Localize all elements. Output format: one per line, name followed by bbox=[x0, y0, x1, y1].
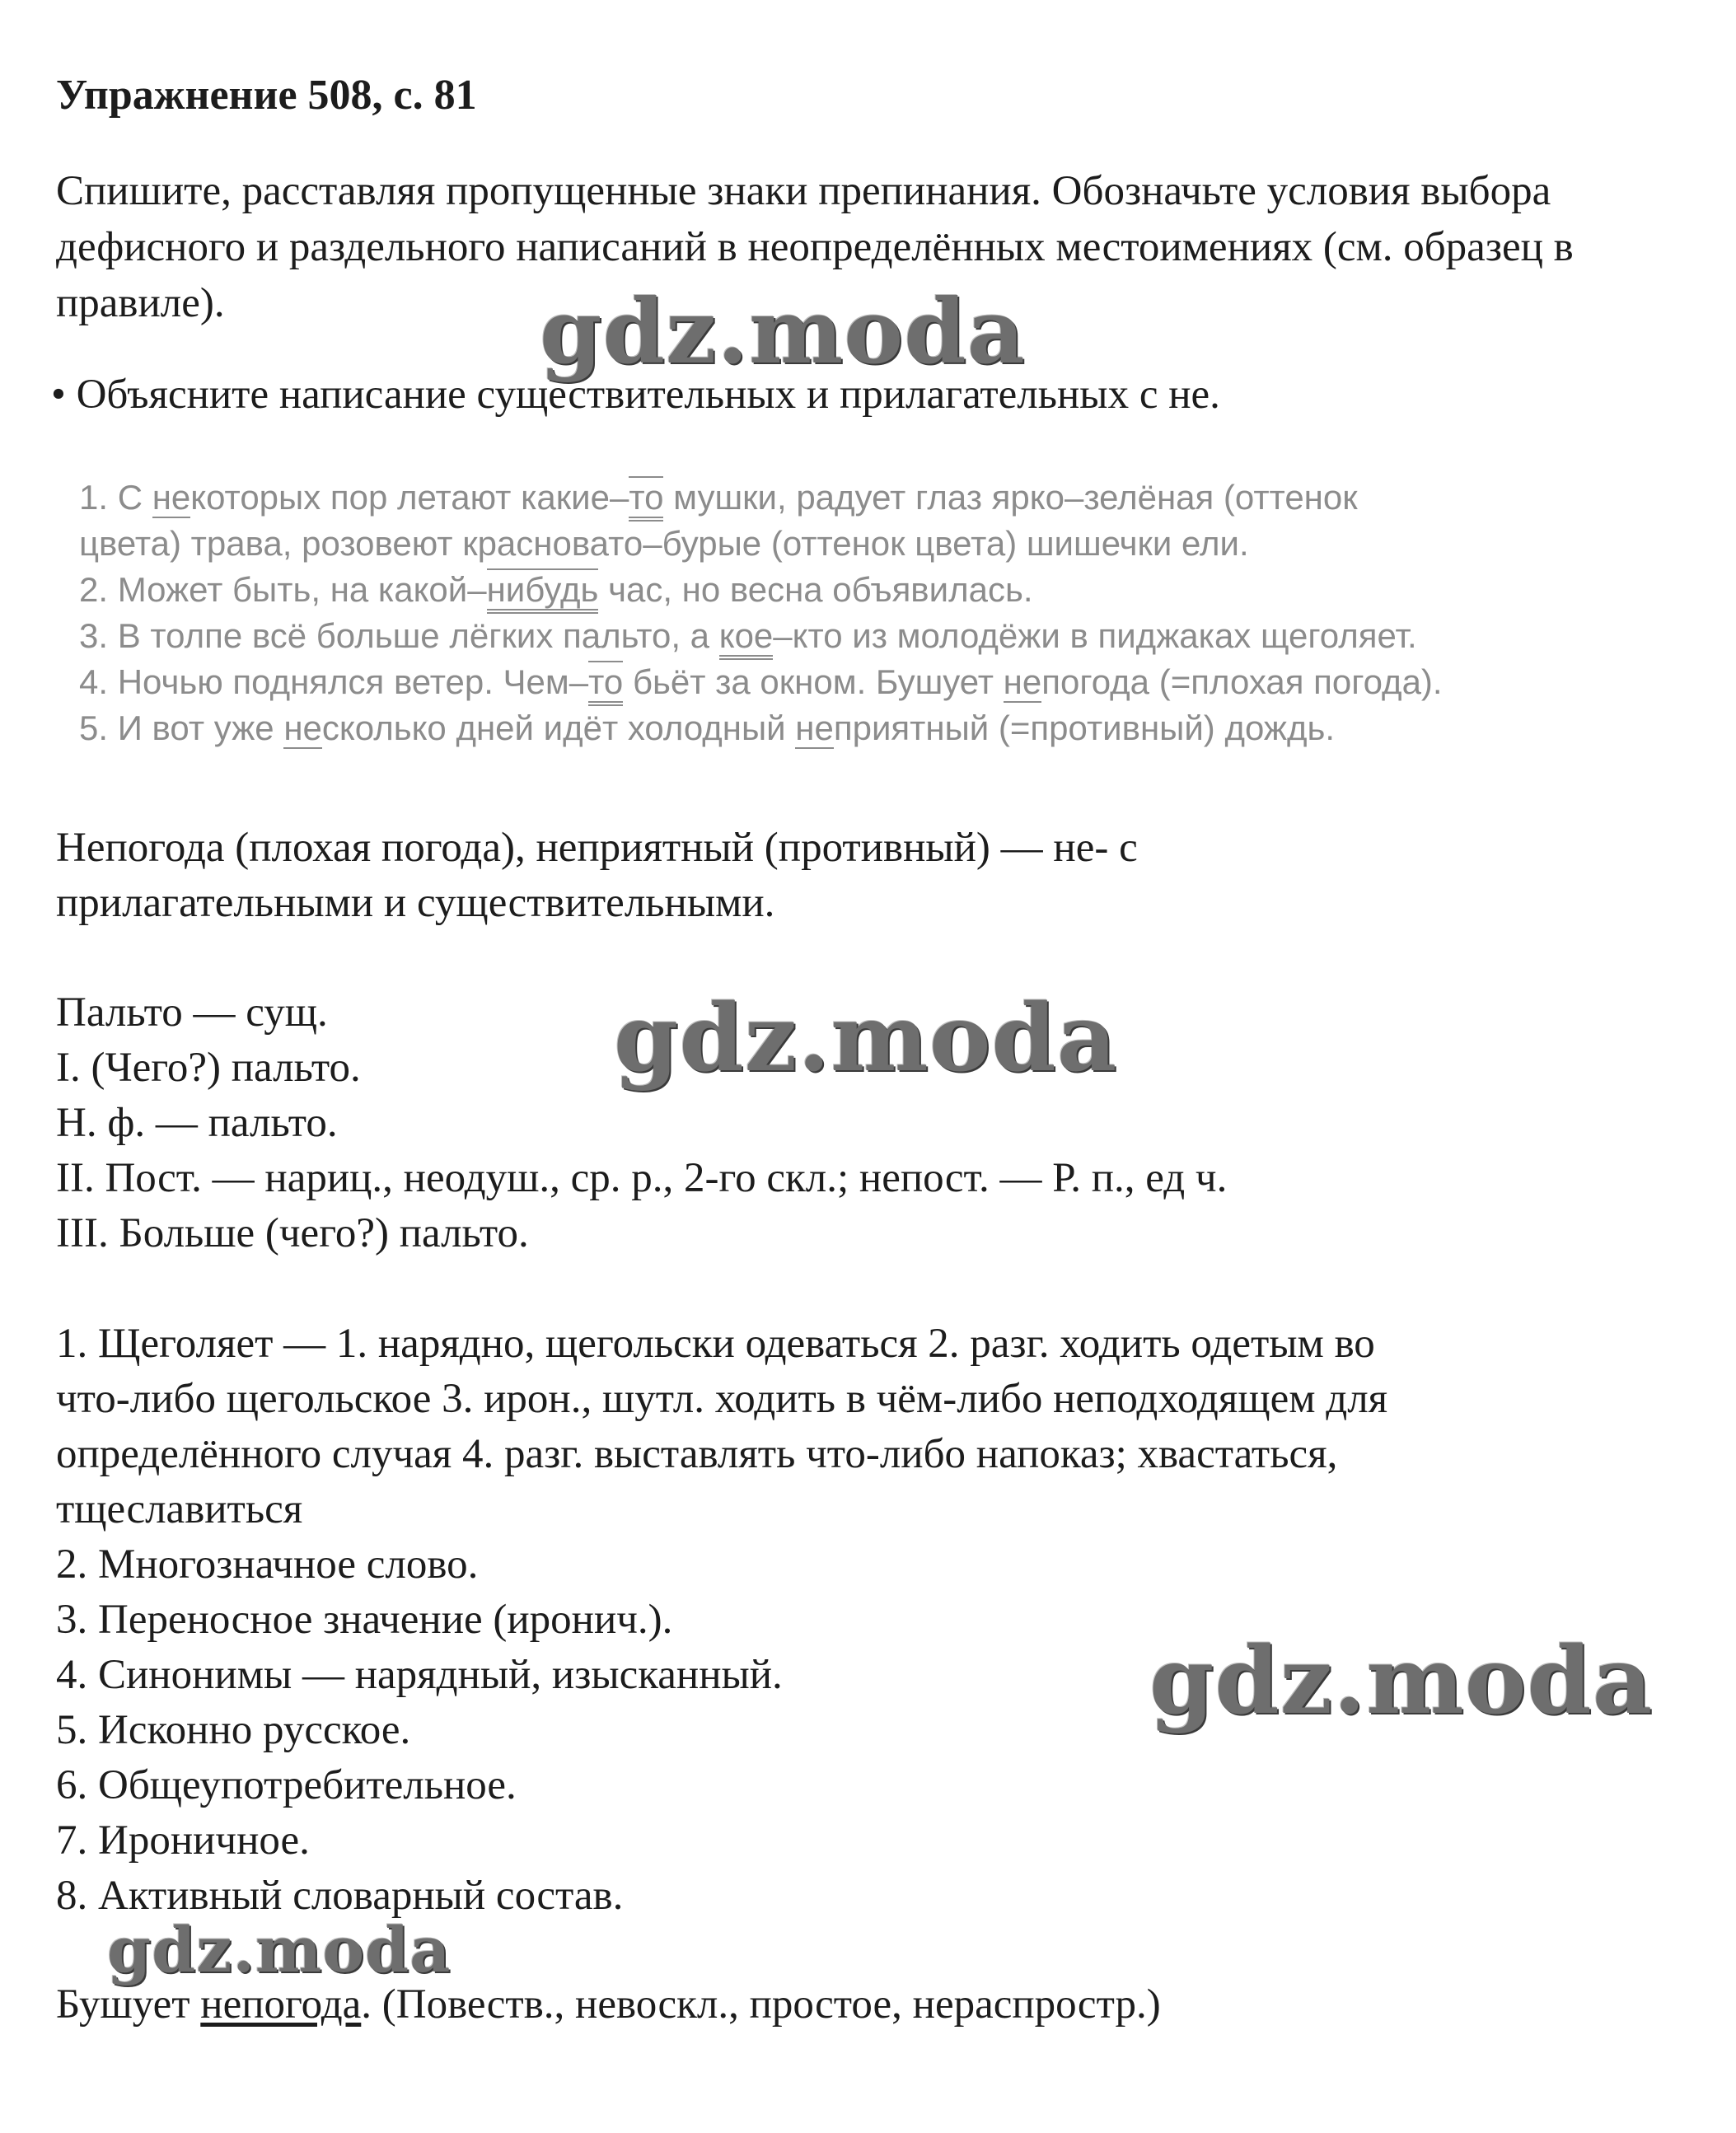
text-line: 7. Ироничное. bbox=[56, 1817, 310, 1864]
text-line: что-либо щегольское 3. ирон., шутл. ходить в чём-либо неподходящем для bbox=[56, 1376, 1388, 1422]
exercise-title: Упражнение 508, с. 81 bbox=[56, 72, 477, 119]
example-block bbox=[79, 475, 1645, 751]
text-line: определённого случая 4. разг. выставлять что-либо напоказ; хвастаться, bbox=[56, 1431, 1338, 1477]
task-text: Спишите, расставляя пропущенные знаки препинания. Обозначьте условия выбора дефисного и раздельного написаний в неопределённых местоимениях (см. образец в правиле). bbox=[56, 168, 1574, 326]
text-line: II. Пост. — нариц., неодуш., ср. р., 2-го скл.; непост. — Р. п., ед ч. bbox=[56, 1155, 1228, 1201]
text: –кто из молодёжи в пиджаках щеголяет. bbox=[773, 616, 1417, 655]
text: которых пор летают какие– bbox=[190, 478, 629, 517]
answer-block-ne bbox=[56, 821, 1696, 931]
text: то bbox=[629, 476, 663, 522]
text: . (Повеств., невоскл., простое, нераспростр.) bbox=[361, 1981, 1161, 2028]
text: мушки, радует глаз ярко–зелёная (оттенок bbox=[663, 478, 1358, 517]
watermark: gdz.moda bbox=[107, 1913, 452, 1986]
text: час, но весна объявилась. bbox=[598, 570, 1033, 609]
text: приятный (=противный) дождь. bbox=[833, 709, 1336, 747]
text: погода (=плохая погода). bbox=[1041, 662, 1443, 701]
text-line: 5. Исконно русское. bbox=[56, 1707, 411, 1753]
text-line: Пальто — сущ. bbox=[56, 989, 328, 1036]
text: 5. И вот уже bbox=[79, 709, 284, 747]
text: то bbox=[588, 661, 623, 706]
task-bullet: • Объясните написание существительных и прилагательных с не. bbox=[51, 372, 1220, 418]
text: кое bbox=[719, 616, 774, 660]
example-line-1 bbox=[79, 475, 1645, 521]
text: бьёт за окном. Бушует bbox=[623, 662, 1004, 701]
text: не bbox=[283, 709, 322, 747]
text: нибудь bbox=[487, 568, 599, 614]
text: 3. В толпе всё больше лёгких пальто, а bbox=[79, 616, 719, 655]
text-line: 1. Щеголяет — 1. нарядно, щегольски одеваться 2. разг. ходить одетым во bbox=[56, 1321, 1375, 1367]
text-line: прилагательными и существительными. bbox=[56, 880, 775, 926]
text-line: Н. ф. — пальто. bbox=[56, 1100, 338, 1146]
example-line-2: цвета) трава, розовеют красновато–бурые (оттенок цвета) шишечки ели. bbox=[79, 524, 1249, 563]
text-line: Непогода (плохая погода), неприятный (противный) — не- с bbox=[56, 825, 1138, 871]
subject-word: непогода bbox=[200, 1981, 362, 2028]
text-line: 3. Переносное значение (иронич.). bbox=[56, 1597, 673, 1643]
watermark: gdz.moda bbox=[1149, 1627, 1654, 1735]
answer-block-lexical bbox=[56, 1317, 1696, 1924]
text: не bbox=[795, 709, 834, 747]
example-line-6 bbox=[79, 705, 1645, 751]
example-line-5 bbox=[79, 659, 1645, 705]
watermark: gdz.moda bbox=[614, 985, 1118, 1092]
text: 4. Ночью поднялся ветер. Чем– bbox=[79, 662, 589, 701]
text: не bbox=[1003, 662, 1042, 701]
text-line: 8. Активный словарный состав. bbox=[56, 1873, 624, 1919]
text: Бушует bbox=[56, 1981, 201, 2028]
watermark: gdz.moda bbox=[540, 280, 1026, 384]
text: сколько дней идёт холодный bbox=[321, 709, 796, 747]
text-line: 2. Многозначное слово. bbox=[56, 1541, 479, 1588]
text: 2. Может быть, на какой– bbox=[79, 570, 487, 609]
example-line-3 bbox=[79, 567, 1645, 613]
text-line: III. Больше (чего?) пальто. bbox=[56, 1210, 529, 1256]
text: не bbox=[152, 478, 191, 517]
text-line: 4. Синонимы — нарядный, изысканный. bbox=[56, 1652, 783, 1698]
example-line-4 bbox=[79, 613, 1645, 659]
text-line: 6. Общеупотребительное. bbox=[56, 1762, 517, 1808]
text-line: тщеславиться bbox=[56, 1486, 303, 1532]
text: 1. С bbox=[79, 478, 152, 517]
text-line: I. (Чего?) пальто. bbox=[56, 1045, 361, 1091]
